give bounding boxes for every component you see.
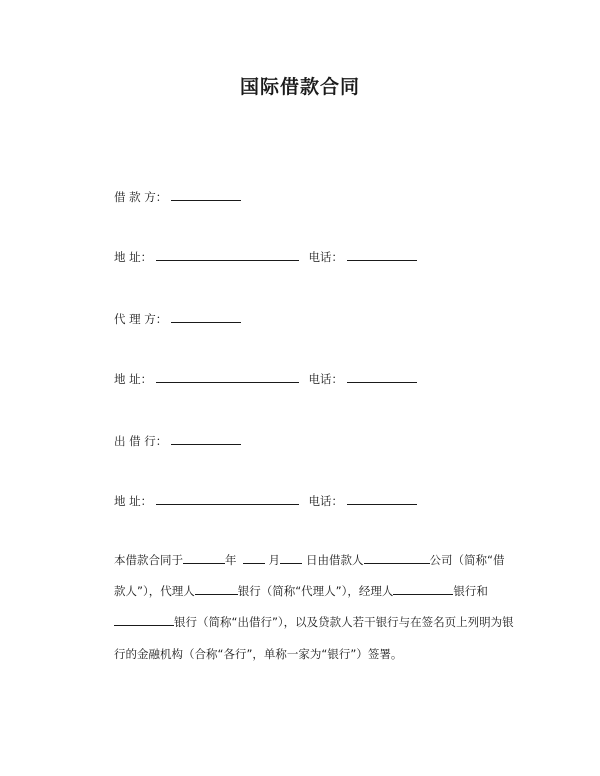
year-blank[interactable] [183, 552, 225, 564]
document-title: 国际借款合同 [239, 76, 360, 98]
lender-label: 出 借 行： [114, 434, 168, 448]
phone-label: 电话： [308, 250, 343, 264]
paragraph-line-1 [114, 552, 504, 568]
agent-phone-blank[interactable] [347, 370, 417, 383]
para-text: 公司（简称“借 [429, 553, 505, 567]
address-label: 地 址： [114, 372, 153, 386]
paragraph-line-3 [114, 614, 514, 630]
para-text: 本借款合同于 [114, 553, 183, 567]
borrower-row [114, 188, 241, 208]
borrower-company-blank[interactable] [364, 552, 430, 564]
para-text: 日由借款人 [306, 553, 364, 567]
agent-bank-blank[interactable] [195, 583, 238, 595]
para-text: 年 [225, 553, 237, 567]
phone-label: 电话： [308, 372, 343, 386]
borrower-label: 借 款 方： [114, 190, 168, 204]
para-text: 银行（简称“代理人”），经理人 [237, 584, 394, 598]
lender-blank[interactable] [171, 432, 241, 445]
paragraph-line-2 [114, 583, 488, 599]
para-text: 月 [268, 553, 280, 567]
borrower-address-blank[interactable] [156, 248, 299, 261]
address-label: 地 址： [114, 250, 153, 264]
para-text: 行的金融机构（合称“各行”，单称一家为“银行”）签署。 [114, 647, 403, 661]
paragraph-line-4 [114, 646, 402, 662]
agent-blank[interactable] [171, 310, 241, 323]
phone-label: 电话： [308, 494, 343, 508]
para-text: 银行和 [453, 584, 488, 598]
address-label: 地 址： [114, 494, 153, 508]
lender-bank-blank[interactable] [114, 614, 174, 626]
borrower-blank[interactable] [171, 188, 241, 201]
para-text: 款人”），代理人 [114, 584, 195, 598]
agent-address-blank[interactable] [156, 370, 299, 383]
lender-phone-blank[interactable] [347, 492, 417, 505]
lender-row [114, 432, 241, 452]
para-text: 银行（简称“出借行”），以及贷款人若干银行与在签名页上列明为银 [174, 615, 514, 629]
borrower-address-row [114, 248, 417, 268]
agent-label: 代 理 方： [114, 312, 168, 326]
agent-row [114, 310, 241, 330]
manager-bank-blank[interactable] [393, 583, 453, 595]
month-blank[interactable] [243, 552, 265, 564]
day-blank[interactable] [280, 552, 302, 564]
lender-address-row [114, 492, 417, 512]
agent-address-row [114, 370, 417, 390]
borrower-phone-blank[interactable] [347, 248, 417, 261]
lender-address-blank[interactable] [156, 492, 299, 505]
